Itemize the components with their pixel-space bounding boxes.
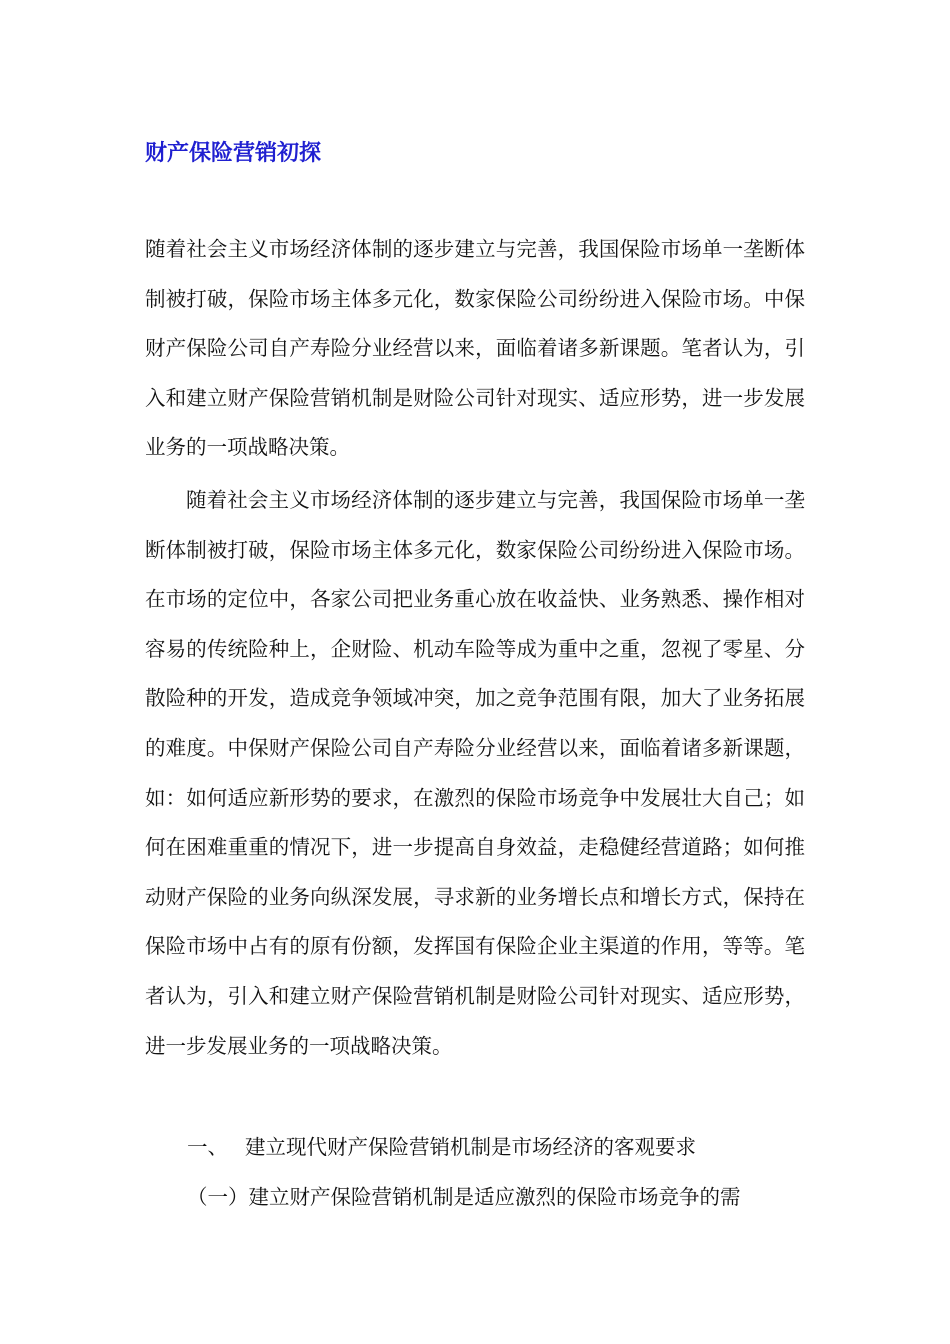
paragraph-intro: 随着社会主义市场经济体制的逐步建立与完善，我国保险市场单一垄断体制被打破，保险市场主体多元化，数家保险公司纷纷进入保险市场。中保财产保险公司自产寿险分业经营以来，面临着诸多新课题。笔者认为，引入和建立财产保险营销机制是财险公司针对现实、适应形势，进一步发展业务的一项战略决策。 (145, 237, 805, 460)
document-title: 财产保险营销初探 (145, 141, 322, 166)
section-heading-1 (187, 1123, 696, 1173)
section-heading-text: 建立现代财产保险营销机制是市场经济的客观要求 (245, 1135, 696, 1159)
subsection-heading-1: （一）建立财产保险营销机制是适应激烈的保险市场竞争的需 (187, 1185, 741, 1209)
paragraph-background: 随着社会主义市场经济体制的逐步建立与完善，我国保险市场单一垄断体制被打破，保险市场主体多元化，数家保险公司纷纷进入保险市场。在市场的定位中，各家公司把业务重心放在收益快、业务熟悉、操作相对容易的传统险种上，企财险、机动车险等成为重中之重，忽视了零星、分散险种的开发，造成竞争领域冲突，加之竞争范围有限，加大了业务拓展的难度。中保财产保险公司自产寿险分业经营以来，面临着诸多新课题，如：如何适应新形势的要求，在激烈的保险市场竞争中发展壮大自己；如何在困难重重的情况下，进一步提高自身效益，走稳健经营道路；如何推动财产保险的业务向纵深发展，寻求新的业务增长点和增长方式，保持在保险市场中占有的原有份额，发挥国有保险企业主渠道的作用，等等。笔者认为，引入和建立财产保险营销机制是财险公司针对现实、适应形势，进一步发展业务的一项战略决策。 (145, 488, 805, 1058)
section-heading-number: 一、 (187, 1135, 228, 1159)
